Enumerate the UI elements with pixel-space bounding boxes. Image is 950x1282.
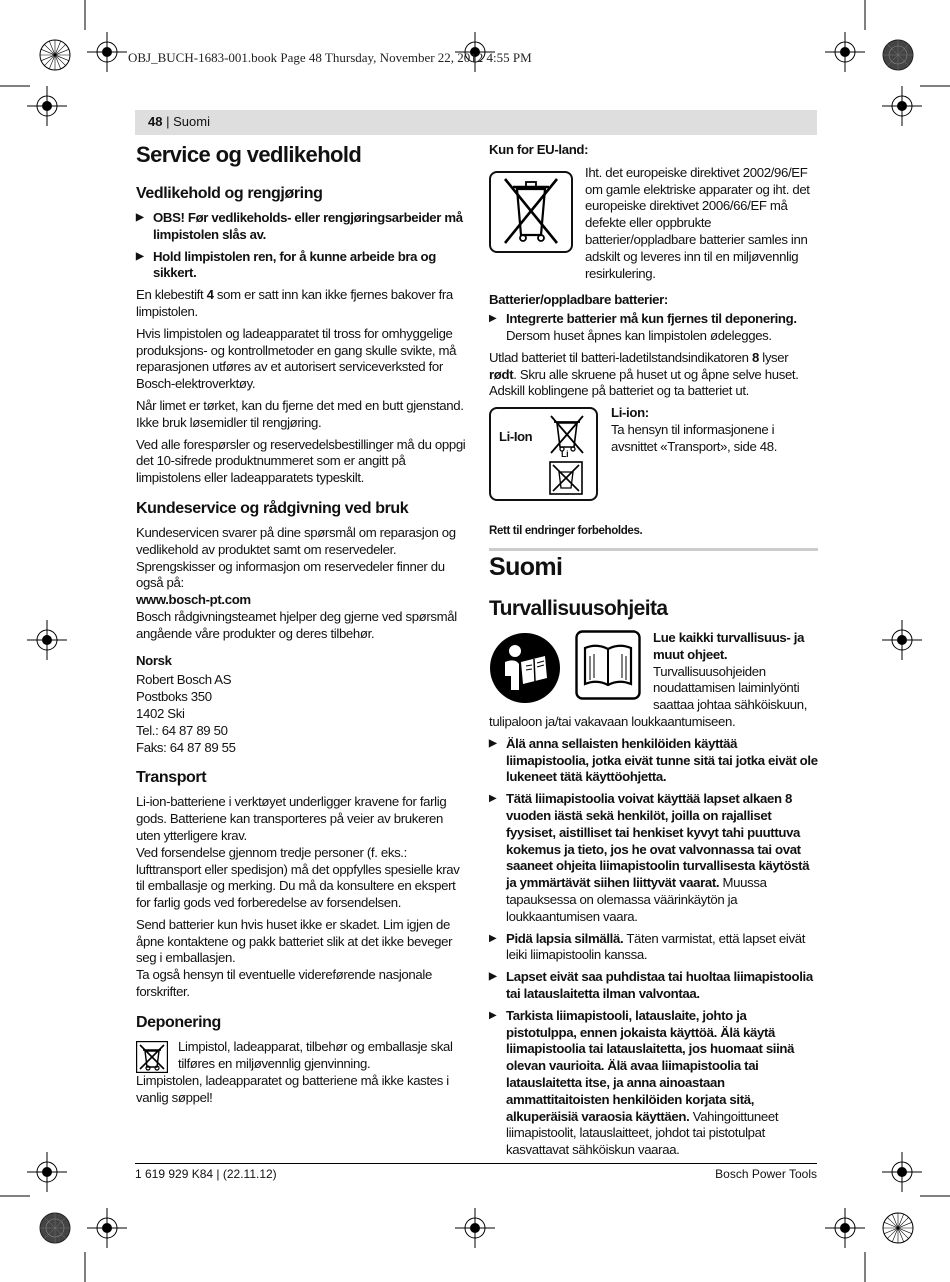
weee-row [489,165,819,283]
paragraph-discharge [489,350,819,400]
finnish-bullet-children-age [489,791,819,925]
address-line: Postboks 350 [136,689,212,705]
finnish-safety-heading: Turvallisuusohjeita [489,597,668,620]
discharge-part-b: lyser [758,349,789,365]
paragraph-third-party-shipping: Ved forsendelse gjennom tredje personer (f. eks.: lufttransport eller spedisjon) må det oppfylles spesielle krav til emballasje og merking. Du må da konsultere en ekspert for farlig gods ved forberedelse av forsendelsen. [136,844,460,911]
country-name: Norsk [136,652,172,668]
finnish-intro-rest: Turvallisuusohjeiden noudattamisen laiminlyönti saattaa johtaa sähköiskuun, tulipaloon ja/tai vakavaan loukkaantumiseen. [489,663,808,729]
paragraph-repair: Hvis limpistolen og ladeapparatet til tross for omhyggelige produksjons- og kontrollmetoder en gang skulle svikte, må reparasjonen utføres av et autorisert serviceverksted for Bosch-elektroverktøy. [136,325,457,392]
section-title-service: Service og vedlikehold [136,142,362,167]
discharge-red-word: rødt [489,366,514,382]
header-separator: | [166,114,170,129]
heading-maintenance: Vedlikehold og rengjøring [136,185,323,202]
p1-ref-number: 4 [206,287,214,303]
p1-part-a: En klebestift [136,287,207,303]
battery-bullet-bold: Integrerte batterier må kun fjernes til deponering. [506,311,797,327]
weee-icon-frame [489,171,573,253]
address-line: Tel.: 64 87 89 50 [136,722,228,738]
discharge-part-c: . Skru alle skruene på huset ut og åpne selve huset. Adskill koblingene på batteriet og ta batteriet ut. [489,366,799,399]
fb2-bold: Tätä liimapistoolia voivat käyttää lapset alkaen 8 vuoden iästä sekä henkilöt, joilla on rajalliset fyysiset, aistilliset tai henkiset kyvyt tahi puuttuva kokemus ja tieto, jos he ovat valvonnassa tai ovat saaneet ohjeita liimapistoolin turvallisesta käytöstä ja ymmärtävät siihen liittyvät vaarat. [506,791,810,891]
paragraph-no-household-waste: Limpistolen, ladeapparatet og batteriene må ikke kastes i vanlig søppel! [136,1072,449,1105]
liion-label: Li-Ion [499,429,533,445]
paragraph-dangerous-goods: Li-ion-batteriene i verktøyet underligger kravene for farlig gods. Batteriene kan transporteres på veier av brukeren uten ytterligere krav. [136,794,447,843]
paragraph-eu-directive: Iht. det europeiske direktivet 2002/96/EF om gamle elektriske apparater og iht. det europeiske direktivet 2006/66/EF må defekte eller oppbrukte batterier/oppladbare batterier samles inn adskilt og leveres inn til en miljøvennlig resirkulering. [585,164,810,281]
fb2-rest: Muussa tapauksessa on olemassa väärinkäytön ja loukkaantumisen vaara. [506,875,767,924]
address-line: Robert Bosch AS [136,672,232,688]
address-block [136,672,466,756]
finnish-bullet-supervise-children [489,931,819,965]
heading-transport: Transport [136,769,207,787]
header-bar [135,110,817,135]
heading-eu-only: Kun for EU-land: [489,142,589,157]
heading-liion: Li-ion: [611,405,649,421]
finnish-bullet-inspect-before-use [489,1008,819,1159]
footer-rule [135,1163,817,1164]
left-column [136,142,466,1111]
paragraph-liion: Ta hensyn til informasjonene i avsnittet «Transport», side 48. [611,421,778,454]
finnish-intro-block [489,630,819,736]
paragraph-product-number: Ved alle forespørsler og reservedelsbestillinger må du oppgi det 10-sifrede produktnummeret som er angitt på limpistolens eller ladeapparatets typeskilt. [136,436,466,486]
running-header [148,114,210,129]
fb3-rest: Täten varmistat, että lapset eivät leiki liimapistoolin kanssa. [506,930,806,963]
page-number: 48 [148,114,163,129]
footer-doc-number: 1 619 929 K84 | (22.11.12) [135,1167,277,1181]
liion-small-label: Li [561,449,569,460]
discharge-ref-number: 8 [751,349,759,365]
weee-crossed-bin-icon [491,173,571,251]
read-manual-person-icon [489,632,561,704]
discharge-part-a: Utlad batteriet til batteri-ladetilstandsindikatoren [489,349,752,365]
fb5-rest: Vahingoittuneet liimapistoolit, latauslaitteet, johdot tai pistotulpat kasvattavat sähköiskun vaaraa. [506,1108,779,1158]
footer-brand: Bosch Power Tools [715,1167,817,1181]
finnish-title: Suomi [489,553,563,581]
fb3-bold: Pidä lapsia silmällä. [506,930,624,946]
paragraph-customer-service: Kundeservicen svarer på dine spørsmål om reparasjon og vedlikehold av produktet samt om reservedeler. Sprengskisser og informasjon om reservedeler finner du også på: [136,524,456,591]
bullet-switch-off: ▶ OBS! Før vedlikeholds- eller rengjøringsarbeider må limpistolen slås av. [136,210,466,244]
paragraph-recycling: Limpistol, ladeapparat, tilbehør og emballasje skal tilføres en miljøvennlig gjenvinning. [178,1038,453,1071]
reservation-note: Rett til endringer forbeholdes. [489,525,643,538]
heading-customer-service: Kundeservice og rådgivning ved bruk [136,499,409,517]
paragraph-glue-stick [136,287,466,321]
battery-bullet-rest: Dersom huset åpnes kan limpistolen ødelegges. [506,327,772,343]
paragraph-national-rules: Ta også hensyn til eventuelle videreførende nasjonale forskrifter. [136,967,432,1000]
print-info-line: OBJ_BUCH-1683-001.book Page 48 Thursday, November 22, 2012 4:55 PM [128,50,532,65]
bullet-integrated-batteries [489,311,819,345]
finnish-intro-bold: Lue kaikki turvallisuus- ja muut ohjeet. [653,630,805,662]
liion-icon-frame [489,407,598,501]
bosch-url: www.bosch-pt.com [136,592,251,608]
finnish-bullet-unauthorized-users: ▶ Älä anna sellaisten henkilöiden käyttää liimapistoolia, jotka eivät tunne sitä tai jotka eivät ole lukeneet tätä käyttöohjetta. [489,736,819,786]
paragraph-send-batteries: Send batterier kun hvis huset ikke er skadet. Lim igjen de åpne kontaktene og pakk batteriet slik at det ikke beveger seg i emballasjen. [136,916,453,966]
finnish-section [489,552,819,1164]
heading-disposal: Deponering [136,1013,221,1031]
open-book-icon [575,630,641,700]
bullet-keep-clean: ▶ Hold limpistolen ren, for å kunne arbeide bra og sikkert. [136,249,466,283]
finnish-bullet-no-cleaning-by-children: ▶ Lapset eivät saa puhdistaa tai huoltaa liimapistoolia tai latauslaitetta ilman valvontaa. [489,969,819,1003]
liion-row [489,405,819,503]
paragraph-dried-glue: Når limet er tørket, kan du fjerne det med en butt gjenstand. Ikke bruk løsemidler til rengjøring. [136,397,464,430]
p1-part-b: som er satt inn kan ikke fjernes bakover fra limpistolen. [136,287,453,319]
section-divider [489,548,818,551]
address-line: 1402 Ski [136,705,185,721]
crossed-bin-icon [136,1041,168,1073]
heading-batteries: Batterier/oppladbare batterier: [489,292,668,308]
liion-recycle-box-icon [549,461,583,495]
header-language: Suomi [173,114,210,129]
address-line: Faks: 64 87 89 55 [136,739,236,755]
paragraph-advisory-team: Bosch rådgivningsteamet hjelper deg gjerne ved spørsmål angående våre produkter og deres tilbehør. [136,608,457,641]
disposal-row [136,1039,466,1073]
right-column [489,142,819,540]
fb5-bold: Tarkista liimapistooli, latauslaite, johto ja pistotulppa, ennen jokaista käyttöä. Älä käytä liimapistoolia tai latauslaitetta, jos huomaat siinä olevan vaurioita. Älä avaa liimapistoolia tai latauslaitetta itse, ja anna ainoastaan ammattitaitoisten henkilöiden korjata sitä, alkuperäisiä varaosia käyttäen. [506,1007,795,1124]
